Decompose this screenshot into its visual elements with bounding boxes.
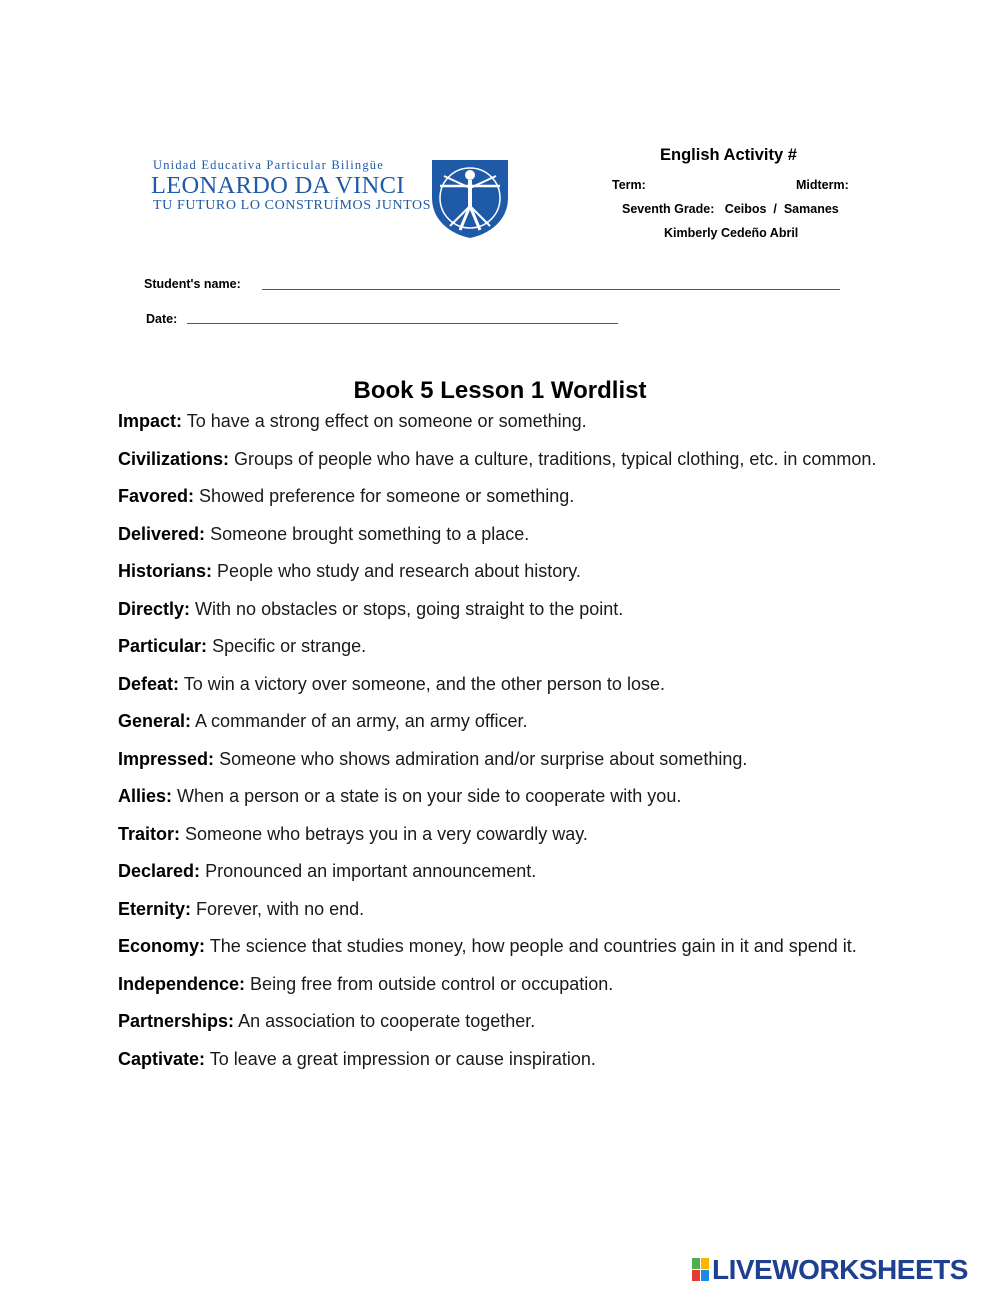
vitruvian-shield-icon xyxy=(430,158,510,240)
wordlist-term: Eternity: xyxy=(118,898,192,919)
wordlist-term: Captivate: xyxy=(118,1048,206,1069)
wordlist-term: General: xyxy=(118,711,192,731)
wordlist-definition: Specific or strange. xyxy=(212,636,367,656)
wordlist-definition: Groups of people who have a culture, traditions, typical clothing, etc. in common. xyxy=(234,448,877,469)
student-name-line[interactable] xyxy=(262,289,840,290)
wordlist-definition: Someone who betrays you in a very cowardly way. xyxy=(185,823,588,844)
wordlist-definition: A commander of an army, an army officer. xyxy=(195,711,528,731)
term-label: Term: xyxy=(612,178,646,192)
wordlist-term: Economy: xyxy=(118,936,206,956)
wordlist-definition: Being free from outside control or occupation. xyxy=(250,973,614,994)
student-name-label: Student's name: xyxy=(144,277,241,291)
wordlist xyxy=(118,409,882,1084)
wordlist-entry xyxy=(118,897,882,921)
wordlist-term: Declared: xyxy=(118,861,201,881)
school-logo xyxy=(150,158,515,242)
page-title: Book 5 Lesson 1 Wordlist xyxy=(353,377,647,404)
wordlist-entry xyxy=(118,484,882,508)
wordlist-term: Traitor: xyxy=(118,823,181,844)
wordlist-definition: An association to cooperate together. xyxy=(238,1011,536,1031)
grade-line: Seventh Grade: Ceibos / Samanes xyxy=(622,202,839,216)
wordlist-entry xyxy=(118,634,882,658)
wordlist-entry xyxy=(118,784,882,808)
midterm-label: Midterm: xyxy=(796,178,849,192)
school-slogan: TU FUTURO LO CONSTRUÍMOS JUNTOS xyxy=(153,198,432,213)
wordlist-definition: Someone brought something to a place. xyxy=(210,523,530,544)
wordlist-definition: When a person or a state is on your side to cooperate with you. xyxy=(177,786,682,806)
wordlist-term: Independence: xyxy=(118,973,246,994)
liveworksheets-cubes-icon xyxy=(692,1258,710,1282)
school-subtitle: Unidad Educativa Particular Bilingüe xyxy=(153,158,384,172)
liveworksheets-brand: LIVEWORKSHEETS xyxy=(712,1254,968,1285)
wordlist-entry xyxy=(118,972,882,996)
wordlist-definition: Forever, with no end. xyxy=(196,898,365,919)
wordlist-definition: The science that studies money, how people and countries gain in it and spend it. xyxy=(209,936,857,956)
wordlist-entry xyxy=(118,447,882,471)
date-line[interactable] xyxy=(187,323,618,324)
wordlist-entry xyxy=(118,1047,882,1071)
wordlist-definition: To win a victory over someone, and the other person to lose. xyxy=(183,673,665,694)
wordlist-entry xyxy=(118,709,882,733)
wordlist-definition: Pronounced an important announcement. xyxy=(205,861,537,881)
wordlist-entry xyxy=(118,597,882,621)
wordlist-term: Civilizations: xyxy=(118,448,230,469)
wordlist-term: Partnerships: xyxy=(118,1011,235,1031)
wordlist-term: Impressed: xyxy=(118,748,215,769)
wordlist-term: Defeat: xyxy=(118,673,180,694)
wordlist-term: Particular: xyxy=(118,636,208,656)
wordlist-term: Historians: xyxy=(118,561,213,581)
wordlist-entry xyxy=(118,672,882,696)
wordlist-entry xyxy=(118,822,882,846)
wordlist-term: Allies: xyxy=(118,786,173,806)
wordlist-entry xyxy=(118,409,882,433)
wordlist-term: Impact: xyxy=(118,411,183,431)
wordlist-definition: Showed preference for someone or something. xyxy=(199,486,575,506)
wordlist-entry xyxy=(118,559,882,583)
wordlist-definition: People who study and research about history. xyxy=(217,561,581,581)
wordlist-term: Favored: xyxy=(118,486,195,506)
wordlist-entry xyxy=(118,522,882,546)
wordlist-entry xyxy=(118,934,882,958)
teacher-name: Kimberly Cedeño Abril xyxy=(664,226,799,240)
school-name: LEONARDO DA VINCI xyxy=(151,172,405,199)
wordlist-entry xyxy=(118,859,882,883)
wordlist-definition: To have a strong effect on someone or something. xyxy=(186,411,587,431)
date-label: Date: xyxy=(146,312,178,326)
liveworksheets-logo xyxy=(692,1254,992,1284)
activity-title: English Activity # xyxy=(660,146,797,164)
wordlist-definition: With no obstacles or stops, going straight to the point. xyxy=(195,598,624,619)
wordlist-entry xyxy=(118,1009,882,1033)
wordlist-definition: Someone who shows admiration and/or surprise about something. xyxy=(219,748,748,769)
wordlist-term: Directly: xyxy=(118,598,191,619)
wordlist-definition: To leave a great impression or cause inspiration. xyxy=(209,1048,596,1069)
wordlist-term: Delivered: xyxy=(118,523,206,544)
wordlist-entry xyxy=(118,747,882,771)
